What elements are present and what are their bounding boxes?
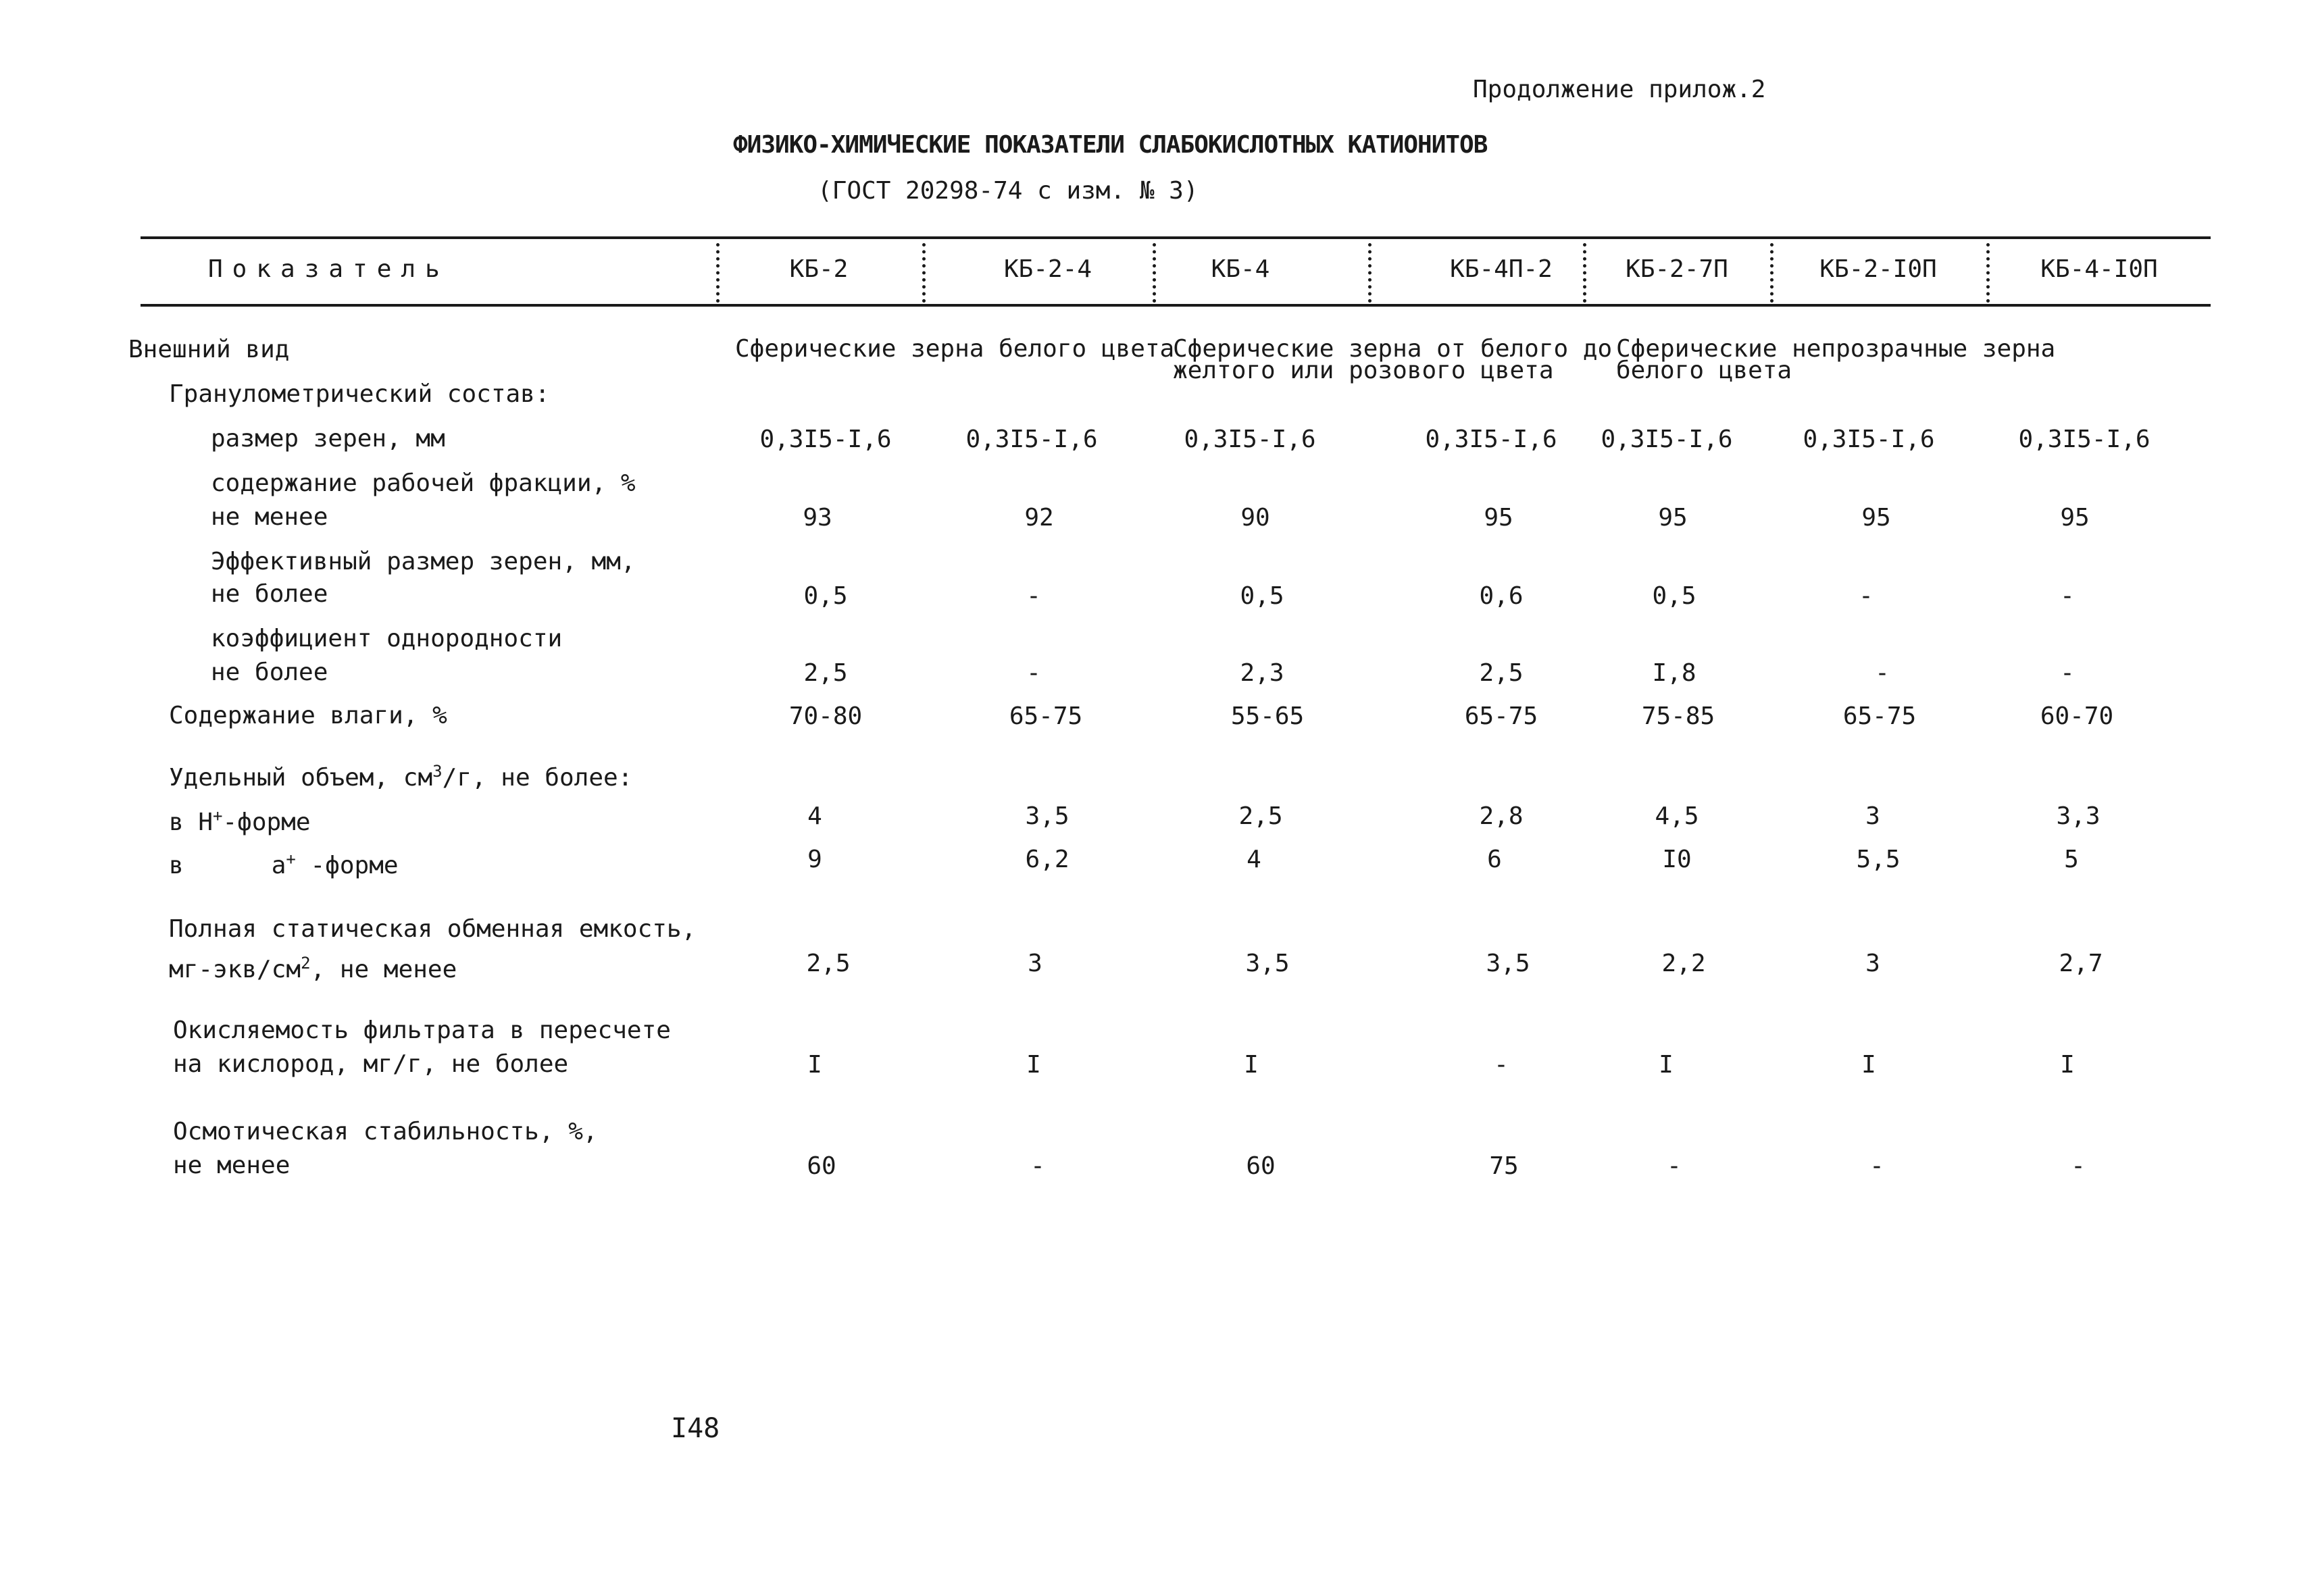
- table-cell: 9: [807, 846, 822, 873]
- table-cell: 2,3: [1240, 659, 1284, 687]
- table-cell: 0,3I5-I,6: [1803, 426, 1935, 453]
- column-header-kb2-4: КБ-2-4: [1003, 255, 1092, 283]
- table-cell: 3: [1865, 802, 1880, 830]
- table-cell: I: [1244, 1051, 1259, 1079]
- specific-volume-label: Удельный объем, $см^3/г$, не более:: [169, 762, 633, 792]
- table-cell: I0: [1662, 846, 1692, 873]
- table-cell: 4,5: [1655, 802, 1699, 830]
- appearance-group3-line1: Сферические непрозрачные зерна: [1616, 335, 2056, 363]
- table-cell: 95: [1658, 504, 1688, 532]
- column-header-kb2-10p: КБ-2-I0П: [1819, 255, 1937, 283]
- table-cell: 0,3I5-I,6: [759, 426, 892, 453]
- table-cell: -: [1030, 1152, 1045, 1180]
- table-cell: -: [1667, 1152, 1682, 1180]
- appearance-group3-line2: белого цвета: [1616, 357, 1792, 384]
- column-header-kb2: КБ-2: [789, 255, 849, 283]
- table-cell: 4: [807, 802, 822, 830]
- table-cell: 0,6: [1479, 582, 1524, 610]
- column-separator: [1986, 243, 1990, 303]
- document-subtitle: (ГОСТ 20298-74 с изм. № 3): [818, 177, 1199, 205]
- table-cell: 60: [1246, 1152, 1276, 1180]
- na-form-label: в а+ -форме: [169, 850, 399, 879]
- table-cell: I,8: [1652, 659, 1696, 687]
- table-cell: 65-75: [1464, 702, 1538, 730]
- column-header-kb4p2: КБ-4П-2: [1450, 255, 1553, 283]
- table-cell: 60-70: [2040, 702, 2114, 730]
- table-cell: 75: [1489, 1152, 1519, 1180]
- table-cell: 0,3I5-I,6: [2018, 426, 2150, 453]
- table-cell: I: [1861, 1051, 1876, 1079]
- table-cell: -: [1494, 1051, 1509, 1079]
- table-cell: 95: [1861, 504, 1891, 532]
- appearance-label: Внешний вид: [128, 336, 290, 363]
- table-cell: 0,5: [1652, 582, 1696, 610]
- appearance-group2-line1: Сферические зерна от белого до: [1173, 335, 1613, 363]
- table-cell: 3: [1865, 950, 1880, 977]
- table-cell: 0,3I5-I,6: [965, 426, 1098, 453]
- capacity-label: $мг-экв/см^2$, не менее: [169, 954, 457, 983]
- table-cell: I: [1026, 1051, 1041, 1079]
- table-cell: 5,5: [1856, 846, 1901, 873]
- table-cell: -: [1875, 659, 1890, 687]
- table-cell: 95: [2060, 504, 2090, 532]
- page-number: I48: [671, 1413, 720, 1444]
- capacity-label: Полная статическая обменная емкость,: [169, 915, 697, 943]
- table-cell: 0,3I5-I,6: [1601, 426, 1733, 453]
- table-header-rule: [141, 304, 2211, 307]
- table-cell: 75-85: [1641, 702, 1715, 730]
- appearance-group1: Сферические зерна белого цвета: [735, 335, 1175, 363]
- table-cell: 90: [1240, 504, 1270, 532]
- table-cell: -: [1869, 1152, 1884, 1180]
- moisture-label: Содержание влаги, %: [169, 702, 447, 729]
- table-top-rule: [141, 236, 2211, 239]
- table-cell: I: [1659, 1051, 1674, 1079]
- working-fraction-label: не менее: [211, 503, 328, 531]
- grain-size-label: размер зерен, мм: [211, 425, 445, 453]
- table-cell: 0,3I5-I,6: [1184, 426, 1316, 453]
- effective-size-label: не более: [211, 580, 328, 608]
- table-cell: -: [1026, 659, 1041, 687]
- table-cell: 55-65: [1230, 702, 1305, 730]
- table-cell: 3,5: [1025, 802, 1070, 830]
- document-title: ФИЗИКО-ХИМИЧЕСКИЕ ПОКАЗАТЕЛИ СЛАБОКИСЛОТНЫХ КАТИОНИТОВ: [733, 131, 1488, 159]
- uniformity-label: коэффициент однородности: [211, 625, 563, 652]
- table-cell: -: [1859, 582, 1873, 610]
- table-cell: 65-75: [1842, 702, 1917, 730]
- table-cell: 3,5: [1486, 950, 1530, 977]
- table-cell: -: [2060, 659, 2075, 687]
- table-cell: 2,7: [2059, 950, 2103, 977]
- table-cell: 3,5: [1245, 950, 1290, 977]
- table-cell: 70-80: [788, 702, 863, 730]
- oxidizability-label: Окисляемость фильтрата в пересчете: [173, 1016, 671, 1044]
- table-cell: 60: [807, 1152, 836, 1180]
- table-cell: 2,2: [1661, 950, 1706, 977]
- table-cell: 0,3I5-I,6: [1425, 426, 1557, 453]
- table-cell: 4: [1247, 846, 1261, 873]
- osmotic-label: Осмотическая стабильность, %,: [173, 1118, 598, 1145]
- table-cell: 0,5: [1240, 582, 1284, 610]
- table-cell: -: [2071, 1152, 2086, 1180]
- h-form-label: в Н+-форме: [169, 806, 311, 836]
- column-separator: [1368, 243, 1372, 303]
- granulometric-label: Гранулометрический состав:: [169, 380, 550, 408]
- table-cell: 92: [1024, 504, 1054, 532]
- table-cell: 5: [2064, 846, 2079, 873]
- table-cell: 2,5: [803, 659, 848, 687]
- table-cell: 95: [1484, 504, 1513, 532]
- table-cell: I: [2060, 1051, 2075, 1079]
- osmotic-label: не менее: [173, 1152, 291, 1179]
- appearance-group2-line2: желтого или розового цвета: [1173, 357, 1554, 384]
- uniformity-label: не более: [211, 659, 328, 686]
- column-separator: [716, 243, 720, 303]
- oxidizability-label: на кислород, мг/г, не более: [173, 1050, 569, 1078]
- table-cell: 6: [1487, 846, 1502, 873]
- effective-size-label: Эффективный размер зерен, мм,: [211, 548, 636, 575]
- working-fraction-label: содержание рабочей фракции, %: [211, 469, 636, 497]
- table-cell: 6,2: [1025, 846, 1070, 873]
- column-separator: [1770, 243, 1774, 303]
- indicator-header: Показатель: [208, 255, 449, 283]
- table-cell: 3: [1028, 950, 1042, 977]
- column-separator: [1583, 243, 1586, 303]
- table-cell: 2,5: [1238, 802, 1283, 830]
- table-cell: -: [1026, 582, 1041, 610]
- table-cell: 2,5: [1479, 659, 1524, 687]
- table-cell: I: [807, 1051, 822, 1079]
- column-header-kb4-10p: КБ-4-I0П: [2040, 255, 2158, 283]
- column-header-kb2-7p: КБ-2-7П: [1626, 255, 1728, 283]
- continuation-note: Продолжение прилож.2: [1473, 76, 1766, 103]
- column-separator: [1153, 243, 1156, 303]
- table-cell: 65-75: [1009, 702, 1083, 730]
- table-cell: 2,5: [806, 950, 851, 977]
- table-cell: 2,8: [1479, 802, 1524, 830]
- table-cell: 93: [803, 504, 832, 532]
- column-separator: [922, 243, 926, 303]
- table-cell: 3,3: [2056, 802, 2101, 830]
- table-cell: 0,5: [803, 582, 848, 610]
- table-cell: -: [2060, 582, 2075, 610]
- column-header-kb4: КБ-4: [1211, 255, 1270, 283]
